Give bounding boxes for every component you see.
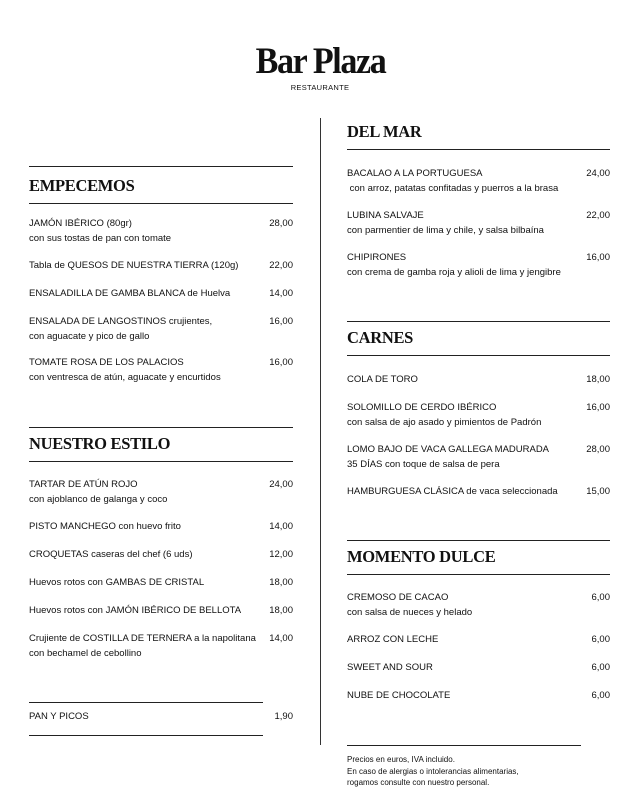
- item-price: 24,00: [269, 479, 293, 490]
- menu-item: [347, 372, 610, 387]
- item-name: COLA DE TORO: [347, 374, 418, 385]
- column-divider: [320, 118, 321, 745]
- section-empecemos: [29, 166, 293, 204]
- footer-line: rogamos consulte con nuestro personal.: [347, 778, 490, 787]
- item-price: 28,00: [586, 444, 610, 455]
- menu-item: [347, 442, 610, 472]
- item-price: 24,00: [586, 168, 610, 179]
- item-price: 6,00: [591, 592, 610, 603]
- item-desc: con bechamel de cebollino: [29, 648, 142, 659]
- item-name: ENSALADA DE LANGOSTINOS crujientes,: [29, 316, 213, 327]
- item-price: 18,00: [586, 374, 610, 385]
- item-desc: con salsa de nueces y helado: [347, 607, 473, 618]
- item-desc: con salsa de ajo asado y pimientos de Padrón: [347, 417, 542, 428]
- menu-item: [347, 166, 610, 196]
- item-name: LOMO BAJO DE VACA GALLEGA MADURADA: [347, 444, 550, 455]
- item-desc: con ajoblanco de galanga y coco: [29, 494, 168, 505]
- item-name: CREMOSO DE CACAO: [347, 592, 449, 603]
- item-name: TOMATE ROSA DE LOS PALACIOS: [29, 357, 184, 368]
- menu-item: [29, 477, 293, 507]
- section-title: CARNES: [347, 328, 414, 347]
- menu-item: [29, 547, 293, 562]
- item-name: CHIPIRONES: [347, 252, 407, 263]
- footer-note: [347, 754, 519, 789]
- brand: [0, 40, 640, 92]
- menu-item: [29, 519, 293, 534]
- item-name: HAMBURGUESA CLÁSICA de vaca seleccionada: [347, 486, 558, 497]
- section-title: NUESTRO ESTILO: [29, 434, 171, 453]
- section-bottom-rule: [29, 203, 293, 204]
- item-price: 12,00: [269, 549, 293, 560]
- menu-item: [347, 400, 610, 430]
- section-bottom-rule: [29, 461, 293, 462]
- item-name: SWEET AND SOUR: [347, 662, 433, 673]
- item-name: CROQUETAS caseras del chef (6 uds): [29, 549, 193, 560]
- menu-item: [29, 286, 293, 301]
- menu-item: [29, 216, 293, 246]
- item-name: Huevos rotos con JAMÓN IBÉRICO DE BELLOTA: [29, 605, 242, 616]
- item-name: ARROZ CON LECHE: [347, 634, 439, 645]
- item-name: LUBINA SALVAJE: [347, 210, 424, 221]
- item-desc: con parmentier de lima y chile, y salsa bilbaína: [347, 225, 544, 236]
- menu-item: [29, 603, 293, 618]
- item-price: 16,00: [269, 357, 293, 368]
- menu-item: [29, 575, 293, 590]
- menu-item: [347, 590, 610, 620]
- item-price: 6,00: [591, 634, 610, 645]
- item-name: ENSALADILLA DE GAMBA BLANCA de Huelva: [29, 288, 231, 299]
- section-bottom-rule: [347, 355, 610, 356]
- menu-item: [347, 250, 610, 280]
- menu-item: [347, 632, 610, 647]
- item-price: 1,90: [274, 711, 293, 722]
- menu-item: [29, 355, 293, 385]
- item-name: SOLOMILLO DE CERDO IBÉRICO: [347, 402, 497, 413]
- item-desc: con arroz, patatas confitadas y puerros a la brasa: [347, 183, 559, 194]
- item-price: 6,00: [591, 662, 610, 673]
- menu-item: [29, 631, 293, 661]
- menu-item: [29, 314, 293, 344]
- item-price: 14,00: [269, 288, 293, 299]
- section-title: DEL MAR: [347, 122, 422, 141]
- pan-bottom-rule: [29, 735, 263, 736]
- pan-top-rule: [29, 702, 263, 703]
- footer-rule: [347, 745, 581, 746]
- item-name: Crujiente de COSTILLA DE TERNERA a la napolitana: [29, 633, 256, 644]
- section-bottom-rule: [347, 149, 610, 150]
- item-name: JAMÓN IBÉRICO (80gr): [29, 218, 132, 229]
- item-name: Tabla de QUESOS DE NUESTRA TIERRA (120g): [29, 260, 239, 271]
- footer-line: Precios en euros, IVA incluido.: [347, 755, 455, 764]
- section-title: MOMENTO DULCE: [347, 547, 496, 566]
- brand-subtitle: RESTAURANTE: [290, 83, 350, 92]
- section-title: EMPECEMOS: [29, 176, 135, 195]
- section-carnes: [347, 321, 610, 356]
- item-name: Huevos rotos con GAMBAS DE CRISTAL: [29, 577, 205, 588]
- menu-item: [347, 660, 610, 675]
- item-price: 18,00: [269, 577, 293, 588]
- item-name: PISTO MANCHEGO con huevo frito: [29, 521, 181, 532]
- item-price: 28,00: [269, 218, 293, 229]
- item-desc: con aguacate y pico de gallo: [29, 331, 150, 342]
- item-name: NUBE DE CHOCOLATE: [347, 690, 451, 701]
- section-del-mar: [347, 116, 610, 150]
- menu-item: [347, 484, 610, 499]
- item-price: 16,00: [586, 402, 610, 413]
- item-price: 22,00: [269, 260, 293, 271]
- menu-item: [347, 688, 610, 703]
- section-nuestro-estilo: [29, 427, 293, 462]
- item-desc: 35 DÍAS con toque de salsa de pera: [347, 459, 500, 470]
- item-price: 6,00: [591, 690, 610, 701]
- section-bottom-rule: [347, 574, 610, 575]
- item-desc: con crema de gamba roja y alioli de lima y jengibre: [347, 267, 561, 278]
- item-price: 18,00: [269, 605, 293, 616]
- item-desc: con sus tostas de pan con tomate: [29, 233, 172, 244]
- section-momento-dulce: [347, 540, 610, 575]
- footer-line: En caso de alergias o intolerancias alimentarias,: [347, 766, 519, 776]
- item-desc: con ventresca de atún, aguacate y encurtidos: [29, 372, 221, 383]
- item-name: BACALAO A LA PORTUGUESA: [347, 168, 483, 179]
- item-name: PAN Y PICOS: [29, 711, 89, 722]
- menu-item-pan: [29, 709, 293, 724]
- item-price: 14,00: [269, 521, 293, 532]
- item-name: TARTAR DE ATÚN ROJO: [29, 479, 138, 490]
- item-price: 15,00: [586, 486, 610, 497]
- brand-title: Bar Plaza: [255, 41, 385, 82]
- item-price: 22,00: [586, 210, 610, 221]
- item-price: 16,00: [269, 316, 293, 327]
- item-price: 14,00: [269, 633, 293, 644]
- menu-item: [29, 258, 293, 273]
- item-price: 16,00: [586, 252, 610, 263]
- menu-item: [347, 208, 610, 238]
